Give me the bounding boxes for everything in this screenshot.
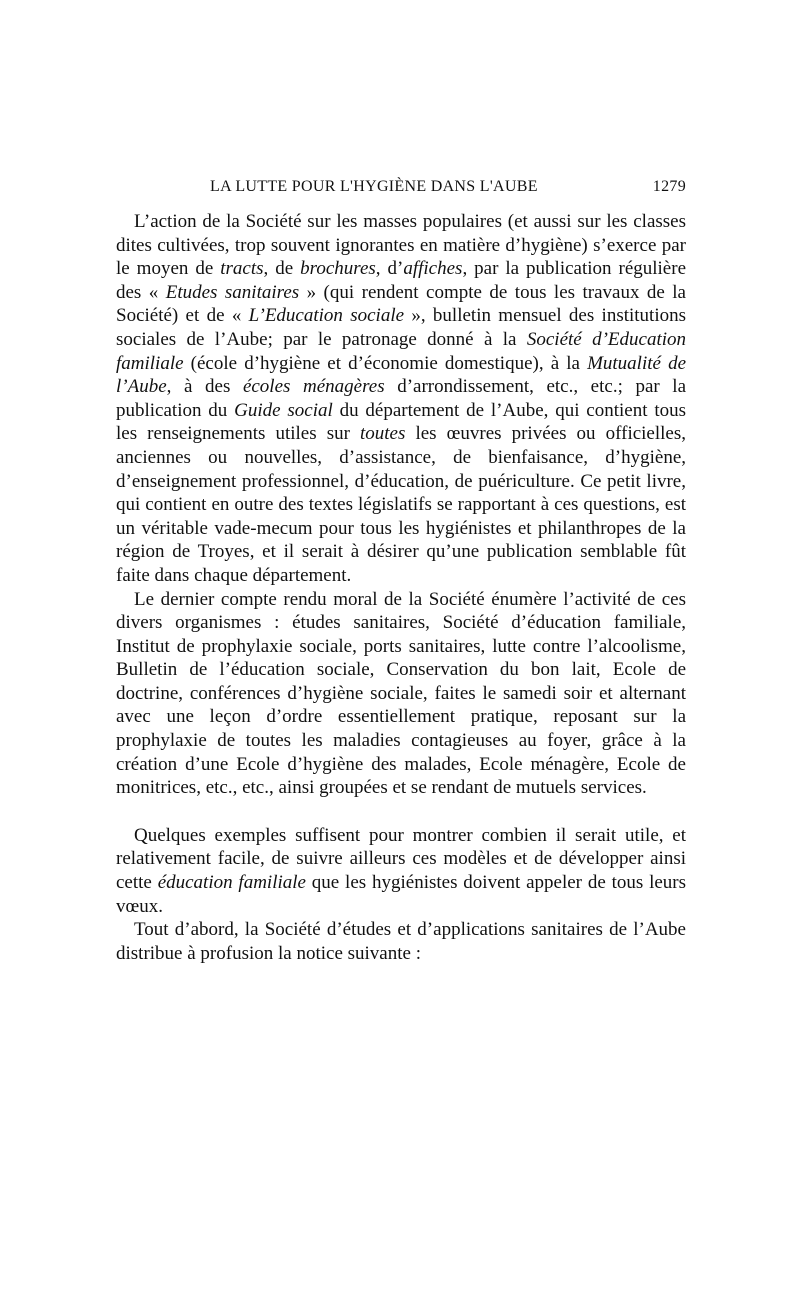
text-run: que les hygiénistes doivent appeler de tous leurs vœux. <box>116 872 686 917</box>
running-head <box>118 178 686 202</box>
text-run: Tout d’abord, la Société d’études et d’applications sanitaires de l’Aube distribue à profusion la notice suivante : <box>116 919 686 964</box>
text-run: (école d’hygiène et d’économie domestique), à la <box>183 352 588 374</box>
italic-phrase: L’Education sociale <box>248 305 405 327</box>
text-run: , de <box>263 258 301 280</box>
italic-phrase: Guide social <box>234 399 333 421</box>
italic-phrase: tracts <box>220 258 264 280</box>
text-run: Le dernier compte rendu moral de la Société énumère l’activité de ces divers organismes : études sanitaires, Société d’éducation familiale, Institut de prophylaxie sociale, ports sanitaires, lutte contre l’alcoolisme, Bulletin de l’éducation sociale, Conservation du bon lait, Ecole de doctrine, conférences d’hygiène sociale, faites le samedi soir et alternant avec une leçon d’ordre essentiellement pratique, reposant sur la prophylaxie de toutes les maladies contagieuses au foyer, grâce à la création d’une Ecole d’hygiène des malades, Ecole ménagère, Ecole de monitrices, etc., etc., ainsi groupées et se rendant de mutuels services. <box>116 588 686 799</box>
paragraph <box>116 588 686 800</box>
italic-phrase: écoles ménagères <box>242 376 385 398</box>
body-text <box>116 210 686 965</box>
text-run: d’arrondissement, etc., etc.; par la publication du <box>116 376 686 421</box>
text-run: les œuvres privées ou officielles, anciennes ou nouvelles, d’assistance, de bienfaisance, d’hygiène, d’enseignement professionnel, d’éducation, de puériculture. Ce petit livre, qui contient en outre des textes législatifs se rapportant à ces questions, est un véritable vade-mecum pour tous les hygiénistes et philanthropes de la région de Troyes, et il serait à désirer qu’une publication semblable fût faite dans chaque département. <box>116 423 686 586</box>
italic-phrase: Mutualité de l’Aube <box>116 352 687 398</box>
italic-phrase: Etudes sanitaires <box>165 281 300 303</box>
text-run: , à des <box>166 376 243 398</box>
paragraph <box>116 824 686 918</box>
text-run: , d’ <box>375 258 404 280</box>
italic-phrase: Société d’Education familiale <box>116 328 687 374</box>
text-run: du département de l’Aube, qui contient tous les renseignements utiles sur <box>116 399 686 445</box>
paragraph <box>116 210 686 588</box>
running-title: LA LUTTE POUR L'HYGIÈNE DANS L'AUBE <box>210 178 538 195</box>
italic-phrase: éducation familiale <box>157 872 306 894</box>
text-run: Quelques exemples suffisent pour montrer combien il serait utile, et relativement facile, de suivre ailleurs ces modèles et de développer ainsi cette <box>116 824 686 894</box>
italic-phrase: affiches <box>403 258 463 280</box>
text-run: , par la publication régulière des « <box>116 258 687 303</box>
italic-phrase: toutes <box>360 423 406 445</box>
text-run: L’action de la Société sur les masses populaires (et aussi sur les classes dites cultivées, trop souvent ignorantes en matière d’hygiène) s’exerce par le moyen de <box>116 211 686 280</box>
paragraph <box>116 918 686 965</box>
page-number: 1279 <box>652 178 686 195</box>
text-run: », bulletin mensuel des institutions sociales de l’Aube; par le patronage donné à la <box>116 305 687 350</box>
italic-phrase: brochures <box>300 258 376 280</box>
text-run: » (qui rendent compte de tous les travaux de la Société) et de « <box>116 281 686 327</box>
